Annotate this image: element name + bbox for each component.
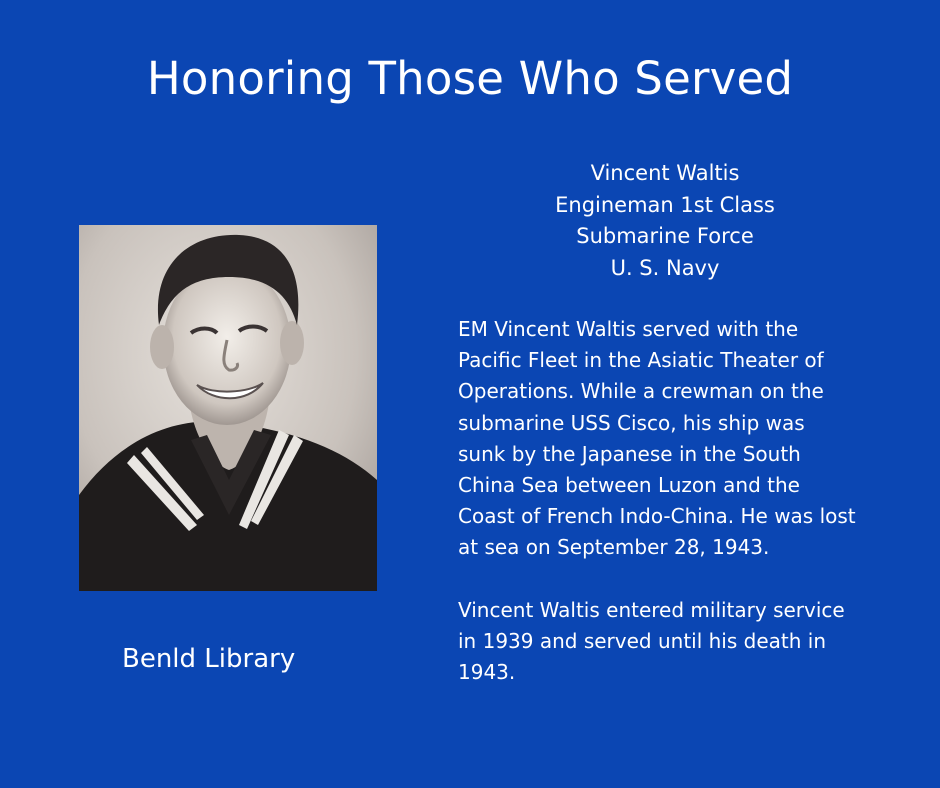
page-title: Honoring Those Who Served (146, 52, 794, 105)
library-credit: Benld Library (122, 644, 296, 674)
member-branch: U. S. Navy (610, 255, 720, 280)
member-rank: Engineman 1st Class (555, 192, 775, 217)
service-member-header (515, 158, 815, 284)
sailor-portrait-photo (79, 225, 377, 591)
biography (458, 314, 858, 719)
member-unit: Submarine Force (576, 224, 754, 248)
bio-paragraph-1: EM Vincent Waltis served with the Pacific Fleet in the Asiatic Theater of Operations. While a crewman on the submarine USS Cisco, his ship was sunk by the Japanese in the South China Sea between Luzon and the Coast of French Indo-China. He was lost at sea on September 28, 1943. (458, 317, 856, 560)
member-name: Vincent Waltis (590, 161, 740, 185)
bio-paragraph-2: Vincent Waltis entered military service in 1939 and served until his death in 1943. (458, 597, 845, 685)
